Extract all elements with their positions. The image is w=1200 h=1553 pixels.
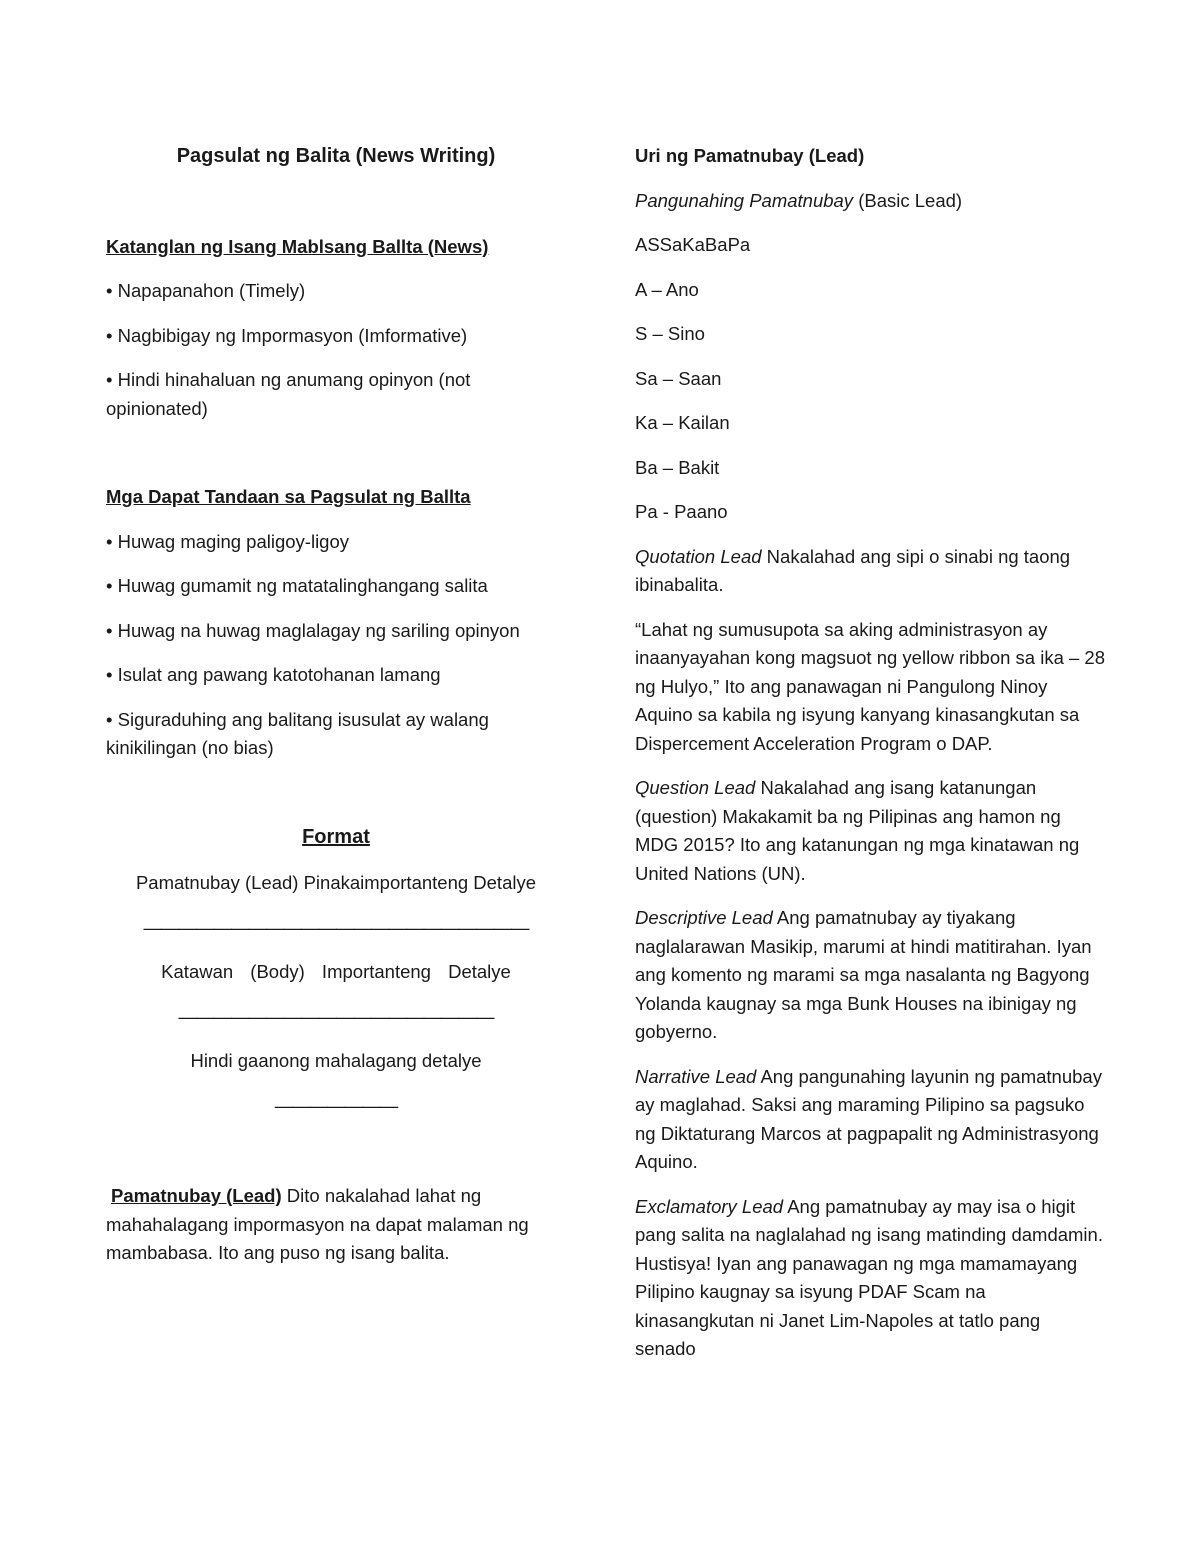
section-heading-reminders: Mga Dapat Tandaan sa Pagsulat ng Ballta	[106, 486, 471, 507]
acronym: ASSaKaBaPa	[635, 234, 751, 255]
acronym-item: S – Sino	[635, 323, 705, 344]
list-item: • Huwag maging paligoy-ligoy	[106, 528, 566, 557]
narrative-lead-text: Ang pangunahing layunin ng pamatnubay ay maglahad. Saksi ang maraming Pilipino sa pagsuko ng Diktaturang Marcos at pagpapalit ng Administrasyong Aquino.	[635, 1065, 1102, 1172]
narrative-lead	[635, 1063, 1105, 1177]
acronym-item: Sa – Saan	[635, 367, 722, 389]
format-rule: ———————	[274, 1094, 398, 1116]
section-heading-characteristics: Katanglan ng Isang Mablsang Ballta (News)	[106, 235, 489, 257]
exclamatory-lead-text: Ang pamatnubay ay may isa o higit pang salita na naglalahad ng isang matinding damdamin. Hustisya! Iyan ang panawagan ng mga mamamayang Pilipino kaugnay sa isyung PDAF Scam na kinasangkutan ni Janet Lim-Napoles at tatlo pang senado	[635, 1195, 1103, 1359]
basic-lead	[635, 187, 1105, 216]
format-rule: ——————————————————————	[143, 916, 529, 938]
acronym-item: Pa - Paano	[635, 501, 728, 522]
format-heading: Format	[302, 825, 370, 848]
list-item: • Nagbibigay ng Impormasyon (Imformative)	[106, 322, 566, 351]
acronym-item: A – Ano	[635, 278, 699, 300]
list-item: • Huwag gumamit ng matatalinghangang salita	[106, 572, 566, 601]
format-lead-line: Pamatnubay (Lead) Pinakaimportanteng Detalye	[135, 872, 537, 893]
lead-term: Pamatnubay (Lead)	[111, 1185, 282, 1206]
exclamatory-lead-term: Exclamatory Lead	[635, 1195, 784, 1217]
list-item: • Hindi hinahaluan ng anumang opinyon (not opinionated)	[106, 366, 566, 423]
list-item: • Huwag na huwag maglalagay ng sariling opinyon	[106, 617, 566, 646]
narrative-lead-term: Narrative Lead	[635, 1065, 757, 1087]
descriptive-lead-text: Ang pamatnubay ay tiyakang naglalarawan Masikip, marumi at hindi matitirahan. Iyan ang komento ng marami sa mga nasalanta ng Bagyong Yolanda kaugnay sa mga Bunk Houses na ibinigay ng gobyerno.	[635, 907, 1092, 1042]
right-heading: Uri ng Pamatnubay (Lead)	[635, 145, 865, 166]
quotation-lead	[635, 543, 1105, 600]
lead-definition-text: Dito nakalahad lahat ng mahahalagang impormasyon na dapat malaman ng mambabasa. Ito ang puso ng isang balita.	[106, 1185, 529, 1263]
lead-definition	[106, 1182, 566, 1268]
left-column	[106, 140, 566, 1268]
format-detail-line: Hindi gaanong mahalagang detalye	[190, 1050, 482, 1071]
quotation-lead-text: Nakalahad ang sipi o sinabi ng taong ibinabalita.	[635, 545, 1071, 595]
basic-lead-text: (Basic Lead)	[853, 189, 963, 211]
question-lead	[635, 774, 1105, 888]
list-item: • Isulat ang pawang katotohanan lamang	[106, 661, 566, 690]
descriptive-lead	[635, 904, 1105, 1047]
quotation-lead-term: Quotation Lead	[635, 545, 762, 567]
format-rule: ——————————————————	[178, 1005, 494, 1027]
list-item: • Siguraduhing ang balitang isusulat ay walang kinikilingan (no bias)	[106, 706, 566, 763]
right-column	[635, 140, 1105, 1364]
acronym-item: Ba – Bakit	[635, 456, 720, 478]
descriptive-lead-term: Descriptive Lead	[635, 907, 773, 928]
question-lead-text: Nakalahad ang isang katanungan (question) Makakamit ba ng Pilipinas ang hamon ng MDG 2015? Ito ang katanungan ng mga kinatawan ng United Nations (UN).	[635, 777, 1080, 884]
format-body-line: Katawan (Body) Importanteng Detalye	[161, 961, 511, 982]
page-title: Pagsulat ng Balita (News Writing)	[176, 145, 496, 167]
basic-lead-term: Pangunahing Pamatnubay	[635, 189, 854, 211]
question-lead-term: Question Lead	[635, 777, 756, 798]
acronym-item: Ka – Kailan	[635, 412, 730, 433]
quotation-example: “Lahat ng sumusupota sa aking administrasyon ay inaanyayahan kong magsuot ng yellow ribbon sa ika – 28 ng Hulyo,” Ito ang panawagan ni Pangulong Ninoy Aquino sa kabila ng isyung kanyang kinasangkutan sa Dispercement Acceleration Program o DAP.	[635, 618, 1106, 754]
exclamatory-lead	[635, 1193, 1105, 1364]
list-item: • Napapanahon (Timely)	[106, 277, 566, 306]
